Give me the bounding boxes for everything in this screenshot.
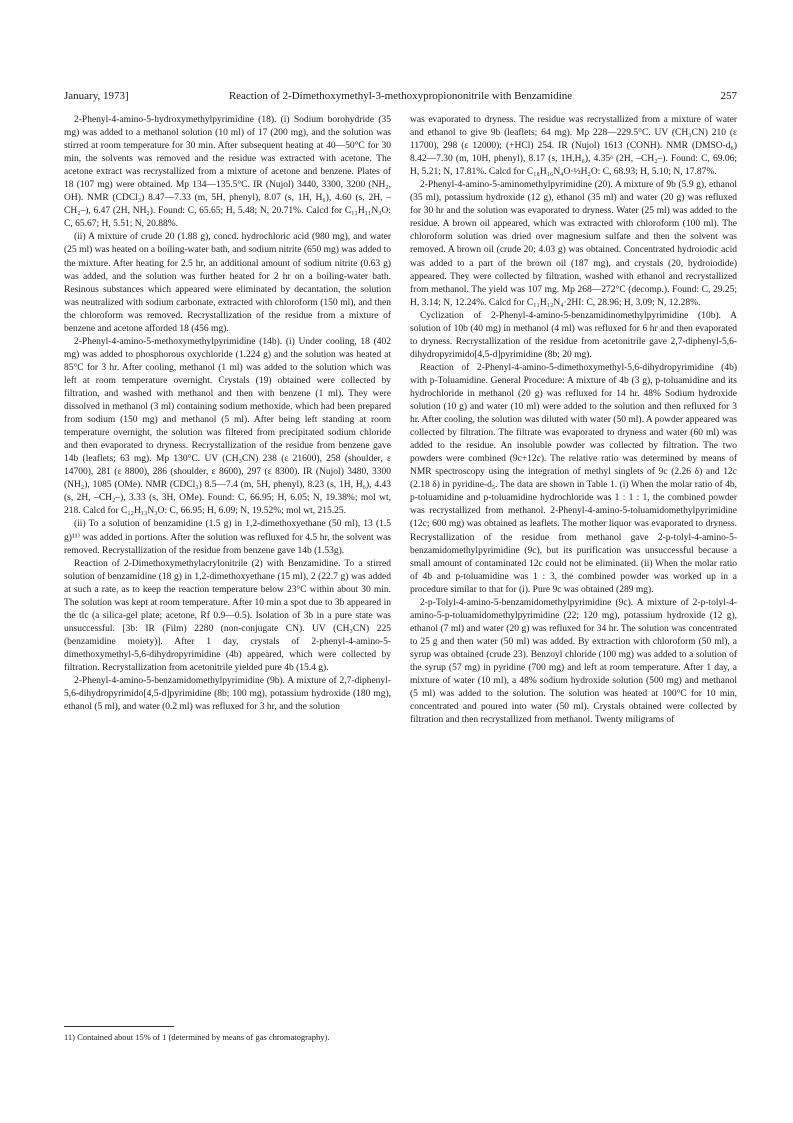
left-column	[64, 114, 391, 714]
page-number: 257	[720, 90, 737, 102]
paragraph: 2-Phenyl-4-amino-5-benzamidomethylpyrimidine (9b). A mixture of 2,7-diphenyl-5,6-dihydropyrimido[4,5-d]pyrimidine (8b; 100 mg), potassium hydroxide (180 mg), ethanol (5 ml), and water (0.2 ml) was refluxed for 3 hr, and the solution	[64, 676, 391, 713]
footnote: 11) Contained about 15% of 1 (determined by means of gas chromatography).	[64, 1032, 330, 1042]
paragraph: was evaporated to dryness. The residue was recrystallized from a mixture of water and ethanol to give 9b (leaflets; 64 mg). Mp 228—229.5°C. UV (CH₃CN) 210 (ε 11700), 298 (ε 12000); (+HCl) 254. IR (Nujol) 1613 (CONH). NMR (DMSO-d₆) 8.42—7.30 (m, 10H, phenyl), 8.17 (s, 1H,H₆), 4.35ᵃ (2H, –CH₂–). Found: C, 69.06; H, 5.21; N, 17.81%. Calcd for C₁₈H₁₆N₄O·½H₂O: C, 68.93; H, 5.10; N, 17.87%.	[410, 115, 737, 178]
header-title: Reaction of 2-Dimethoxymethyl-3-methoxypropiononitrile with Benzamidine	[228, 90, 573, 102]
right-column	[410, 114, 737, 727]
paragraph: 2-Phenyl-4-amino-5-hydroxymethylpyrimidine (18). (i) Sodium borohydride (35 mg) was added to a methanol solution (10 ml) of 17 (200 mg), and the solution was stirred at room temperature for 30 min. After subsequent heating at 40—50°C for 30 min, the solvents was removed and the residue was extracted with acetone. The acetone extract was recrystallized from a mixture of acetone and benzene. Plates of 18 (107 mg) were obtained. Mp 134—135.5°C. IR (Nujol) 3440, 3300, 3200 (NH₂, OH). NMR (CDCl₃) 8.47—7.33 (m, 5H, phenyl), 8.07 (s, 1H, H₆), 4.60 (s, 2H, –CH₂–), 6.47 (2H, NH₂). Found: C, 65.65; H, 5.48; N, 20.71%. Calcd for C₁₁H₁₁N₃O: C, 65.67; H, 5.51; N, 20.88%.	[64, 115, 391, 230]
footnote-rule	[64, 1026, 174, 1027]
paragraph: Reaction of 2-Dimethoxymethylacrylonitrile (2) with Benzamidine. To a stirred solution of benzamidine (18 g) in 1,2-dimethoxyethane (15 ml), 2 (22.7 g) was added at such a rate, as to keep the reaction temperature below 23°C within about 30 min. The solution was kept at room temperature. After 10 min a spot due to 3b appeared in the tlc (a silica-gel plate; acetone, Rf 0.9—0.5). Isolation of 3b in a pure state was unsuccessful. [3b: IR (Film) 2280 (non-conjugate CN). UV (CH₃CN) 225 (benzamidine moiety)]. After 1 day, crystals of 2-phenyl-4-amino-5-dimethoxymethyl-5,6-dihydropyrimidine (4b) appeared, which were collected by filtration. Recrystallization from acetonitrile yielded pure 4b (15.4 g).	[64, 558, 391, 673]
paragraph: 2-p-Tolyl-4-amino-5-benzamidomethylpyrimidine (9c). A mixture of 2-p-tolyl-4-amino-5-p-toluamidomethylpyrimidine (22; 120 mg), potassium hydroxide (12 g), ethanol (7 ml) and water (20 g) was refluxed for 34 hr. The solution was concentrated to 25 g and then water (50 ml) was added. By extraction with chloroform (50 ml), a syrup was obtained (crude 23). Benzoyl chloride (100 mg) was added to a solution of the syrup (57 mg) in pyridine (700 mg) and left at room temperature. After 1 day, a mixture of water (10 ml), a 48% sodium hydroxide solution (500 mg) and methanol (5 ml) was added to the solution. The solution was heated at 100°C for 10 min, concentrated and poured into water (50 ml). Crystals obtained were collected by filtration and then recrystallized from methanol. Twenty miligrams of	[410, 597, 737, 726]
header-date: January, 1973]	[64, 90, 129, 102]
running-header	[64, 88, 737, 104]
paragraph: 2-Phenyl-4-amino-5-methoxymethylpyrimidine (14b). (i) Under cooling, 18 (402 mg) was added to phosphorous oxychloride (1.224 g) and the solution was heated at 85°C for 3 hr. After cooling, methanol (1 ml) was added to the solution which was left at room temperature overnight. Crystals (19) obtained were collected by filtration, and washed with methanol and then with benzene (1 ml). They were dissolved in methanol (3 ml) containing sodium methoxide, which had been prepared from sodium (150 mg) and methanol (5 ml). After being left standing at room temperature overnight, the solution was filtered from precipitated sodium chloride and then evaporated to dryness. Recrystallization of the residue from benzene gave 14b (leaflets; 63 mg). Mp 130°C. UV (CH₃CN) 238 (ε 21600), 258 (shoulder, ε 14700), 281 (ε 8800), 286 (shoulder, ε 8600), 297 (ε 8300). IR (Nujol) 3480, 3300 (NH₂), 1085 (OMe). NMR (CDCl₃) 8.5—7.4 (m, 5H, phenyl), 8.23 (s, 1H, H₆), 4.43 (s, 2H, –CH₂–), 3.33 (s, 3H, OMe). Found: C, 66.95; H, 6.05; N, 19.38%; mol wt, 218. Calcd for C₁₂H₁₃N₃O: C, 66.95; H, 6.09; N, 19.52%; mol wt, 215.25.	[64, 336, 391, 517]
paragraph: Cyclization of 2-Phenyl-4-amino-5-benzamidinomethylpyrimidine (10b). A solution of 10b (40 mg) in methanol (4 ml) was refluxed for 6 hr and then evaporated to dryness. Recrystallization of the residue from acetonitrile gave 2,7-diphenyl-5,6-dihydropyrimido[4,5-d]pyrimidine (8b; 20 mg).	[410, 310, 737, 360]
paragraph: (ii) To a solution of benzamidine (1.5 g) in 1,2-dimethoxyethane (50 ml), 13 (1.5 g)¹¹⁾ was added in portions. After the solution was refluxed for 4.5 hr, the solvent was removed. Recrystallization of the residue from benzene gave 14b (1.53g).	[64, 519, 391, 556]
paragraph: Reaction of 2-Phenyl-4-amino-5-dimethoxymethyl-5,6-dihydropyrimidine (4b) with p-Toluamidine. General Procedure: A mixture of 4b (3 g), p-toluamidine and its hydrochloride in methanol (20 g) was refluxed for 14 hr. 48% Sodium hydroxide solution (10 g) and water (10 ml) were added to the solution and then refluxed for 3 hr. After cooling, the solution was diluted with water (50 ml). A powder appeared was collected by filtration. The filtrate was evaporated to dryness and water (60 ml) was added to the residue. An insoluble powder was collected by filtration. The two powders were combined (9c+12c). The relative ratio was determined by means of NMR spectroscopy using the integration of methyl singlets of 9c (2.26 δ) and 12c (2.18 δ) in pyridine-d₅. The data are shown in Table 1. (i) When the molar ratio of 4b, p-toluamidine and p-toluamidine hydrochloride was 1 : 1 : 1, the combined powder was recrystallized from methanol. 2-Phenyl-4-amino-5-toluamidomethylpyrimidine (12c; 600 mg) was obtained as leaflets. The mother liquor was evaporated to dryness. Recrystallization of the residue from methanol gave 2-p-tolyl-4-amino-5-benzamidomethylpyrimidine (9c), but its purification was unsuccessful because a small amount of contaminated 12c could not be eliminated. (ii) When the molar ratio of 4b and p-toluamidine was 1 : 3, the combined powder was worked up in a procedure similar to that for (i). Pure 9c was obtained (289 mg).	[410, 362, 737, 595]
paragraph: (ii) A mixture of crude 20 (1.88 g), concd. hydrochloric acid (980 mg), and water (25 ml) was heated on a boiling-water bath, and sodium nitrite (650 mg) was added to the mixture. After heating for 2.5 hr, an additional amount of sodium nitrite (0.63 g) was added, and the solution was further heated for 2 hr on a boiling-water bath. Resinous substances which appeared were eliminated by decantation, the solution was neutralized with sodium carbonate, extracted with chloroform (150 ml), and then the chloroform was removed. Recrystallization of the residue from a mixture of benzene and acetone afforded 18 (456 mg).	[64, 232, 391, 334]
paragraph: 2-Phenyl-4-amino-5-aminomethylpyrimidine (20). A mixture of 9b (5.9 g), ethanol (35 ml), potassium hydroxide (12 g), ethanol (35 ml) and water (20 g) was refluxed for 30 hr and the solution was evaporated to dryness. Water (25 ml) was added to the residue. A brown oil appeared, which was extracted with chloroform (100 ml). The chloroform solution was dried over magnesium sulfate and then the solvent was removed. A brown oil (crude 20; 4.03 g) was obtained. Concentrated hydroiodic acid was added to a part of the brown oil (187 mg), and crystals (20, hydroiodide) appeared. They were collected by filtration, washed with ethanol and recrystallized from methanol. The yield was 107 mg. Mp 268—272°C (decomp.). Found: C, 29.25; H, 3.14; N, 12.24%. Calcd for C₁₁H₁₂N₄·2HI: C, 28.96; H, 3.09; N, 12.28%.	[410, 180, 737, 308]
